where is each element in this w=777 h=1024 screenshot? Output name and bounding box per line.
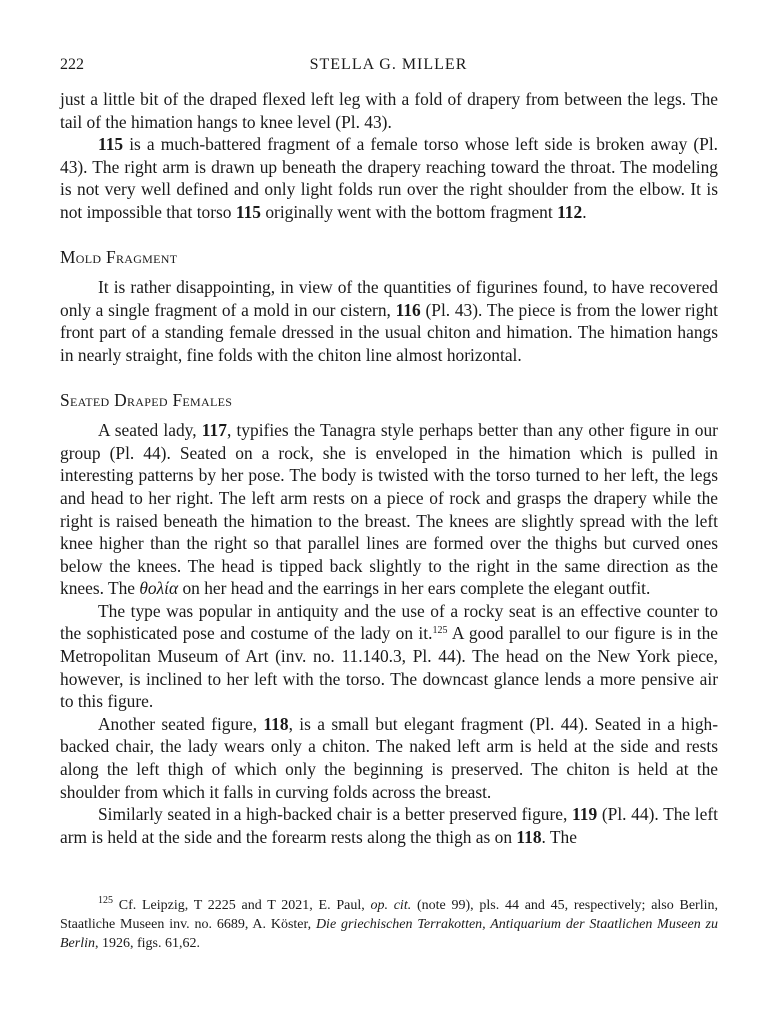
paragraph: just a little bit of the draped flexed left leg with a fold of drapery from between the legs. The tail of the himation hangs to knee level (Pl. 43). (60, 89, 718, 132)
running-head (60, 56, 717, 80)
catalogue-number: 115 (235, 201, 261, 222)
paragraph: The type was popular in antiquity and the use of a rocky seat is an effective counter to the sophisticated pose and costume of the lady on it.$^{125}$ A good parallel to our figure is in the Metropolitan Museum of Art (inv. no. 11.140.3, Pl. 44). The head on the New York piece, however, is inclined to her left with the torso. The downcast glance lends a more pensive air to this figure. (60, 600, 718, 712)
catalogue-number: 112 (557, 201, 583, 222)
footnote: $^{125}$ Cf. Leipzig, T 2225 and T 2021, E. Paul, op. cit. (note 99), pls. 44 and 45, respectively; also Berlin, Staatliche Museen inv. no. 6689, A. Köster, Die griechischen Terrakotten, Antiquarium der Staatlichen Museen zu Berlin, 1926, figs. 61,62. (60, 895, 718, 951)
running-title: STELLA G. MILLER (309, 56, 468, 73)
paragraph: It is rather disappointing, in view of the quantities of figurines found, to have recovered only a single fragment of a mold in our cistern, 116 (Pl. 43). The piece is from the lower right front part of a standing female dressed in the usual chiton and himation. The himation hangs in nearly straight, fine folds with the chiton line almost horizontal. (60, 277, 718, 365)
paragraph: A seated lady, 117, typifies the Tanagra style perhaps better than any other figure in our group (Pl. 44). Seated on a rock, she is enveloped in the himation which is pulled in interesting patterns by her pose. The body is twisted with the torso turned to her left, the legs and head to her right. The left arm rests on a piece of rock and grasps the drapery while the right is raised beneath the himation to the breast. The knees are slightly spread with the left knee higher than the right so that parallel lines are formed over the thighs but curved ones below the knees. The head is tipped back slightly to the right in the same direction as the knees. The θολία on her head and the earrings in her ears complete the elegant outfit. (60, 420, 718, 599)
paragraph: Another seated figure, 118, is a small but elegant fragment (Pl. 44). Seated in a high-backed chair, the lady wears only a chiton. The naked left arm is held at the side and rests along the left thigh of which only the beginning is preserved. The chiton is held at the shoulder from which it falls in curving folds across the breast. (60, 713, 718, 802)
catalogue-number: 118 (263, 713, 289, 734)
body-text (60, 88, 718, 848)
section-heading: Seated Draped Females (60, 389, 233, 410)
footnote-number: 125 (98, 895, 113, 906)
catalogue-number: 118 (516, 826, 542, 847)
catalogue-number: 119 (572, 804, 598, 825)
paragraph: Similarly seated in a high-backed chair is a better preserved figure, 119 (Pl. 44). The left arm is held at the side and the forearm rests along the thigh as on 118. The (60, 804, 718, 847)
paragraph: 115 is a much-battered fragment of a female torso whose left side is broken away (Pl. 43). The right arm is drawn up beneath the drapery reaching toward the throat. The modeling is not very well defined and only light folds run over the right shoulder from the elbow. It is not impossible that torso 115 originally went with the bottom fragment 112. (60, 134, 718, 222)
footnote-area (60, 896, 718, 953)
catalogue-number: 116 (395, 299, 421, 320)
section-heading: Mold Fragment (60, 246, 178, 267)
footnote-ref: 125 (432, 625, 448, 637)
catalogue-number: 117 (201, 420, 227, 441)
catalogue-number: 115 (98, 134, 124, 155)
page-number: 222 (60, 56, 84, 73)
greek-term: θολία (139, 578, 179, 599)
